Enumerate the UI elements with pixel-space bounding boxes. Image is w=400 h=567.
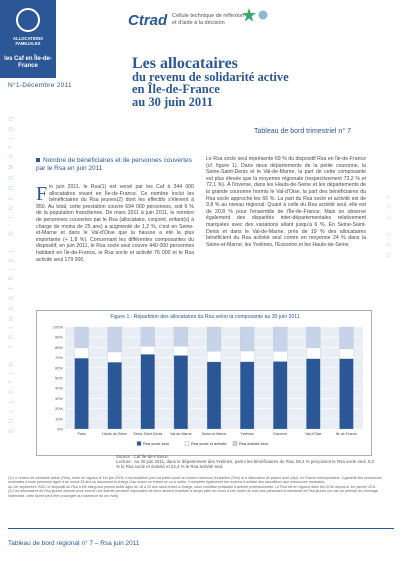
bar-segment (306, 359, 320, 429)
x-tick-label: Essonne (273, 432, 288, 436)
bar-segment (174, 327, 188, 346)
x-tick-label: Yvelines (240, 432, 254, 436)
bar-segment (207, 351, 221, 362)
brand-sub1: Cellule technique de réflexion (172, 13, 245, 19)
title-line4: au 30 juin 2011 (132, 94, 213, 109)
brand-subtitle (172, 13, 244, 27)
logo-line1: ALLOCATIONS FAMILIALES (13, 36, 43, 46)
legend-swatch (185, 442, 189, 446)
side-banner-right: DES CAF (387, 188, 393, 257)
title-line3: en Île-de-France (132, 82, 220, 96)
legend-label: Rsa socle seul (143, 441, 170, 446)
page-title (132, 55, 312, 109)
bar-segment (75, 327, 89, 348)
page-footer: Tableau de bord régional n° 7 – Rsa juin 2011 (8, 540, 140, 547)
caf-logo-icon (16, 8, 40, 32)
source-text: Source : Caf Île-de-France. (116, 454, 169, 459)
bar-segment (306, 348, 320, 359)
bar-segment (339, 327, 353, 349)
y-tick-label: 50% (54, 375, 63, 381)
logo-line2: les Caf en Île-de-France (4, 56, 52, 69)
legend-label: Rsa socle et activité (191, 441, 227, 446)
issue-number: N°1-Décembre 2011 (8, 82, 72, 89)
y-tick-label: 80% (54, 344, 63, 350)
y-tick-label: 20% (54, 406, 63, 412)
figure-source (116, 454, 376, 470)
y-tick-label: 70% (54, 355, 63, 361)
bar-segment (306, 327, 320, 348)
x-tick-label: Hauts-de-Seine (102, 432, 128, 436)
drop-cap: F (36, 183, 48, 205)
bar-segment (141, 354, 155, 429)
x-tick-label: Seine-et-Marne (201, 432, 227, 436)
y-tick-label: 90% (54, 334, 63, 340)
source-note: Lecture : au 30 juin 2011, dans le département des Yvelines, parmi les bénéficiaires du Rsa, 66,4 % perçoivent le Rsa socle seul, 9,2 % le Rsa socle et activité et 24,4 % le Rsa activité seul. (116, 459, 375, 470)
x-tick-label: Val-d'Oise (305, 432, 322, 436)
x-tick-label: Val-de-Marne (170, 432, 192, 436)
bar-segment (240, 327, 254, 351)
bar-segment (339, 349, 353, 359)
bar-segment (273, 351, 287, 361)
bar-segment (273, 327, 287, 351)
x-tick-label: Seine-Saint-Denis (133, 432, 163, 436)
star-icon (242, 8, 256, 22)
bar-segment (174, 346, 188, 355)
bar-segment (240, 351, 254, 362)
bar-segment (141, 327, 155, 346)
footnote-1: (1) Le revenu de solidarité active (Rsa), entré en vigueur le 1er juin 2009, s'est substitué pour sa partie socle au revenu minimum d'insertion (Rmi) et à l'allocation de parent isolé (Api), en France métropolitaine. Il garantit des ressources minimales à toute personne âgée d'au moins 25 ans ou assumant la charge d'au moins un enfant né ou à naître, il complète également les revenus d'activité des travailleurs aux ressources modestes. (8, 476, 382, 485)
legend-swatch (137, 442, 141, 446)
x-tick-label: Île-de-France (335, 432, 358, 436)
bar-segment (141, 346, 155, 354)
side-banner: BULLETIN TRIMESTRIEL D'INFORMATION (9, 110, 15, 433)
bar-segment (75, 358, 89, 429)
section-title (36, 157, 196, 173)
bullet-square-icon (36, 158, 40, 162)
bar-segment (207, 362, 221, 429)
brand-name: Ctrad (128, 12, 168, 29)
bar-segment (240, 362, 254, 429)
bar-segment (108, 352, 122, 362)
y-tick-label: 30% (54, 395, 63, 401)
region-icon (258, 10, 268, 20)
y-tick-label: 100% (52, 324, 63, 330)
bar-segment (207, 327, 221, 351)
legend-swatch (233, 442, 237, 446)
title-line2: du revenu de solidarité active (132, 69, 289, 84)
y-tick-label: 60% (54, 365, 63, 371)
y-tick-label: 0% (57, 426, 63, 432)
column-left (36, 184, 194, 263)
caf-logo (0, 0, 56, 78)
x-tick-label: Paris (77, 432, 86, 436)
footnotes (8, 476, 394, 498)
figure-title: Figure 1 : Répartition des allocataires du Rsa selon la composante au 30 juin 2011 (110, 314, 300, 320)
footer-divider (8, 528, 394, 529)
column-right: Le Rsa socle seul représente 69 % du dispositif Rsa en Île-de-France (cf. figure 1). Dans deux départements de la petite couronne, la Seine-Saint-Denis et le Val-de-Marne, la part de cette composante est plus élevée que la moyenne régionale (respectivement 73,2 % et 72,1 %). À l'inverse, dans les Hauts-de-Seine et les départements de la grande couronne hormis le Val-d'Oise, la part des bénéficiaires du Rsa socle approche les 66 %. La part du Rsa socle et activité est de 9,8 % au niveau régional. Quant à celle du Rsa activité seul, elle est de 20,8 % pour l'ensemble de l'Île-de-France. Mais on observe également des disparités inter-départementales relativement marquées avec des variations allant jusqu'à 6 %. En Seine-Saint-Denis et dans le Val-de-Marne, près de 19 % des allocataires bénéficient du Rsa activité seul contre en moyenne 24 % dans la Seine-et-Marne, les Yvelines, l'Essonne et les Hauts-de-Seine. (206, 156, 366, 248)
y-tick-label: 40% (54, 385, 63, 391)
footnote-3: (2) Les allocataires du Rsa jeunes doivent avoir exercé une activité pendant l'équivalent de deux années d'activité à temps plein au cours d'une durée de trois ans précédant la demande de Rsa jeunes (en cas de période de chômage indemnisé, cette durée peut être prolongée au maximum de six mois). (8, 489, 378, 498)
bar-segment (75, 348, 89, 358)
bar-segment (108, 362, 122, 429)
stacked-bar-chart (37, 323, 373, 455)
footnote-2: Au 1er septembre 2010, le dispositif du Rsa a été élargi aux jeunes actifs âgés de 18 à 25 ans sans enfant à charge, sous condition préalable d'activité professionnelle. Le Rsa est en vigueur dans les DOM depuis le 1er janvier 2011. (8, 484, 377, 489)
bar-segment (273, 361, 287, 429)
legend-label: Rsa activité seul (239, 441, 269, 446)
column-left-text: in juin 2011, le Rsa(1) est versé par les Caf à 344 000 allocataires vivant en Île-de-France. Ce nombre inclut les bénéficiaires du Rsa jeunes(2) dont les effectifs s'élèvent à 950. Au total, cette prestation couvre 694 000 personnes, soit 6 % de la population francilienne. De mars 2011 à juin 2011, le nombre de personnes couvertes par le Rsa (allocataire, conjoint, enfant(s) à charge de moins de 25 ans) a augmenté de 1,2 %, c'est en Seine-et-Marne et dans le Val-d'Oise que la hausse a été la plus importante (+ 1,8 %). Concernant les différentes composantes du dispositif, en juin 2011, le Rsa socle seul couvre 440 000 personnes habitant en Île-de-France, le Rsa socle et activité 76 000 et le Rsa activité seul 179 000. (36, 184, 194, 263)
figure-box (36, 310, 372, 456)
y-tick-label: 10% (54, 416, 63, 422)
brand-sub2: et d'aide à la décision (172, 20, 225, 26)
bar-segment (339, 359, 353, 429)
title-line1: Les allocataires (132, 55, 238, 72)
bar-segment (108, 327, 122, 352)
bar-segment (174, 355, 188, 429)
section-title-text: Nombre de bénéficiaires et de personnes couvertes par le Rsa en juin 2011 (36, 157, 192, 172)
issue-subtitle: Tableau de bord trimestriel n° 7 (254, 128, 351, 135)
